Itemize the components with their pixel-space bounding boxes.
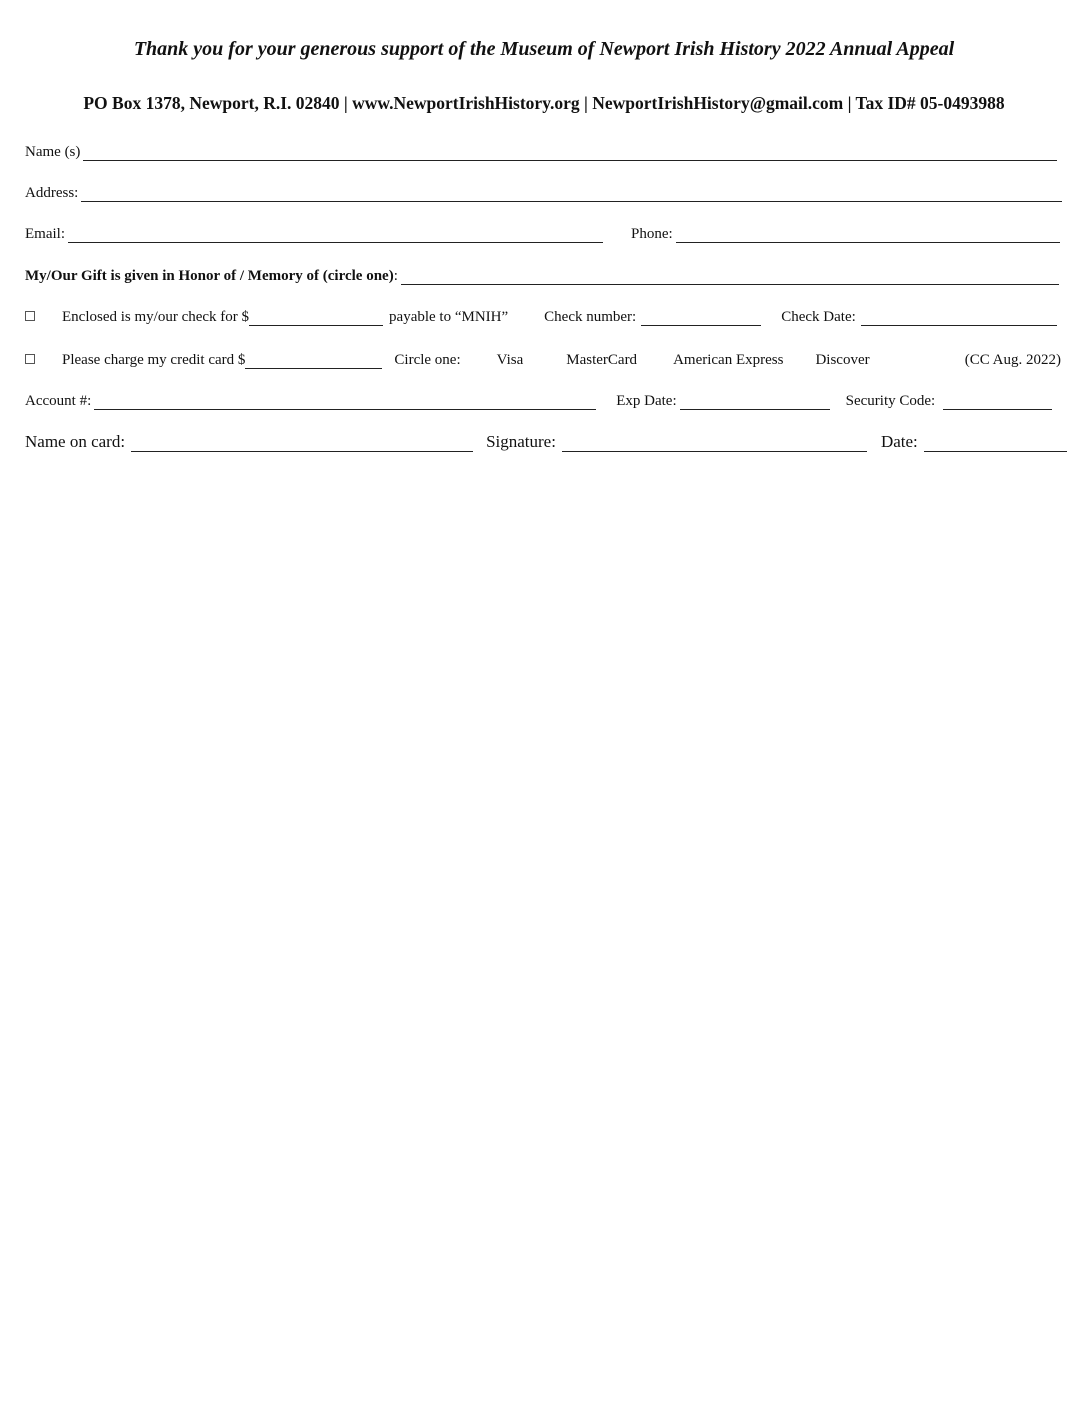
gift-honor-label[interactable]: My/Our Gift is given in Honor of / Memory of (circle one) <box>25 268 394 284</box>
page-title: Thank you for your generous support of the Museum of Newport Irish History 2022 Annual Appeal <box>133 38 955 60</box>
account-row <box>25 386 1052 410</box>
check-row <box>25 302 1057 326</box>
name-on-card-field[interactable] <box>131 434 473 452</box>
address-field[interactable] <box>81 184 1062 202</box>
phone-label: Phone: <box>631 226 673 242</box>
email-phone-row <box>25 219 1060 243</box>
card-option-mastercard[interactable]: MasterCard <box>566 352 638 368</box>
phone-field[interactable] <box>676 225 1060 243</box>
name-row <box>25 137 1057 161</box>
credit-card-checkbox[interactable] <box>25 354 35 364</box>
date-field[interactable] <box>924 434 1067 452</box>
date-label: Date: <box>880 432 918 451</box>
check-date-field[interactable] <box>861 308 1057 326</box>
gift-honor-colon: : <box>393 268 398 284</box>
credit-card-label: Please charge my credit card $ <box>62 352 246 368</box>
gift-honor-row <box>25 261 1059 285</box>
check-number-field[interactable] <box>641 308 761 326</box>
exp-date-label: Exp Date: <box>616 393 677 409</box>
signature-field[interactable] <box>562 434 867 452</box>
signature-label: Signature: <box>486 432 556 451</box>
address-label: Address: <box>25 185 79 201</box>
name-field[interactable] <box>83 143 1057 161</box>
name-on-card-row <box>25 428 1067 452</box>
payable-label: payable to “MNIH” <box>389 309 509 325</box>
contact-line: PO Box 1378, Newport, R.I. 02840 | www.NewportIrishHistory.org | NewportIrishHistory@gmail.com | Tax ID# 05-0493988 <box>83 93 1005 113</box>
check-checkbox[interactable] <box>25 311 35 321</box>
account-label: Account #: <box>25 393 92 409</box>
security-code-label: Security Code: <box>845 393 936 409</box>
check-amount-field[interactable] <box>249 308 383 326</box>
name-label: Name (s) <box>25 144 81 160</box>
cc-note: (CC Aug. 2022) <box>964 352 1061 368</box>
card-option-visa[interactable]: Visa <box>496 352 524 368</box>
check-number-label: Check number: <box>544 309 637 325</box>
email-field[interactable] <box>68 225 603 243</box>
gift-honor-field[interactable] <box>401 267 1059 285</box>
check-date-label: Check Date: <box>781 309 856 325</box>
account-field[interactable] <box>94 392 596 410</box>
check-label: Enclosed is my/our check for $ <box>62 309 250 325</box>
security-code-field[interactable] <box>943 392 1052 410</box>
circle-one-label: Circle one: <box>394 352 461 368</box>
email-label: Email: <box>25 226 65 242</box>
credit-card-row <box>25 345 1061 369</box>
card-option-american-express[interactable]: American Express <box>673 352 784 368</box>
exp-date-field[interactable] <box>680 392 830 410</box>
credit-card-amount-field[interactable] <box>245 351 382 369</box>
name-on-card-label: Name on card: <box>25 432 126 451</box>
address-row <box>25 178 1062 202</box>
card-option-discover[interactable]: Discover <box>815 352 870 368</box>
